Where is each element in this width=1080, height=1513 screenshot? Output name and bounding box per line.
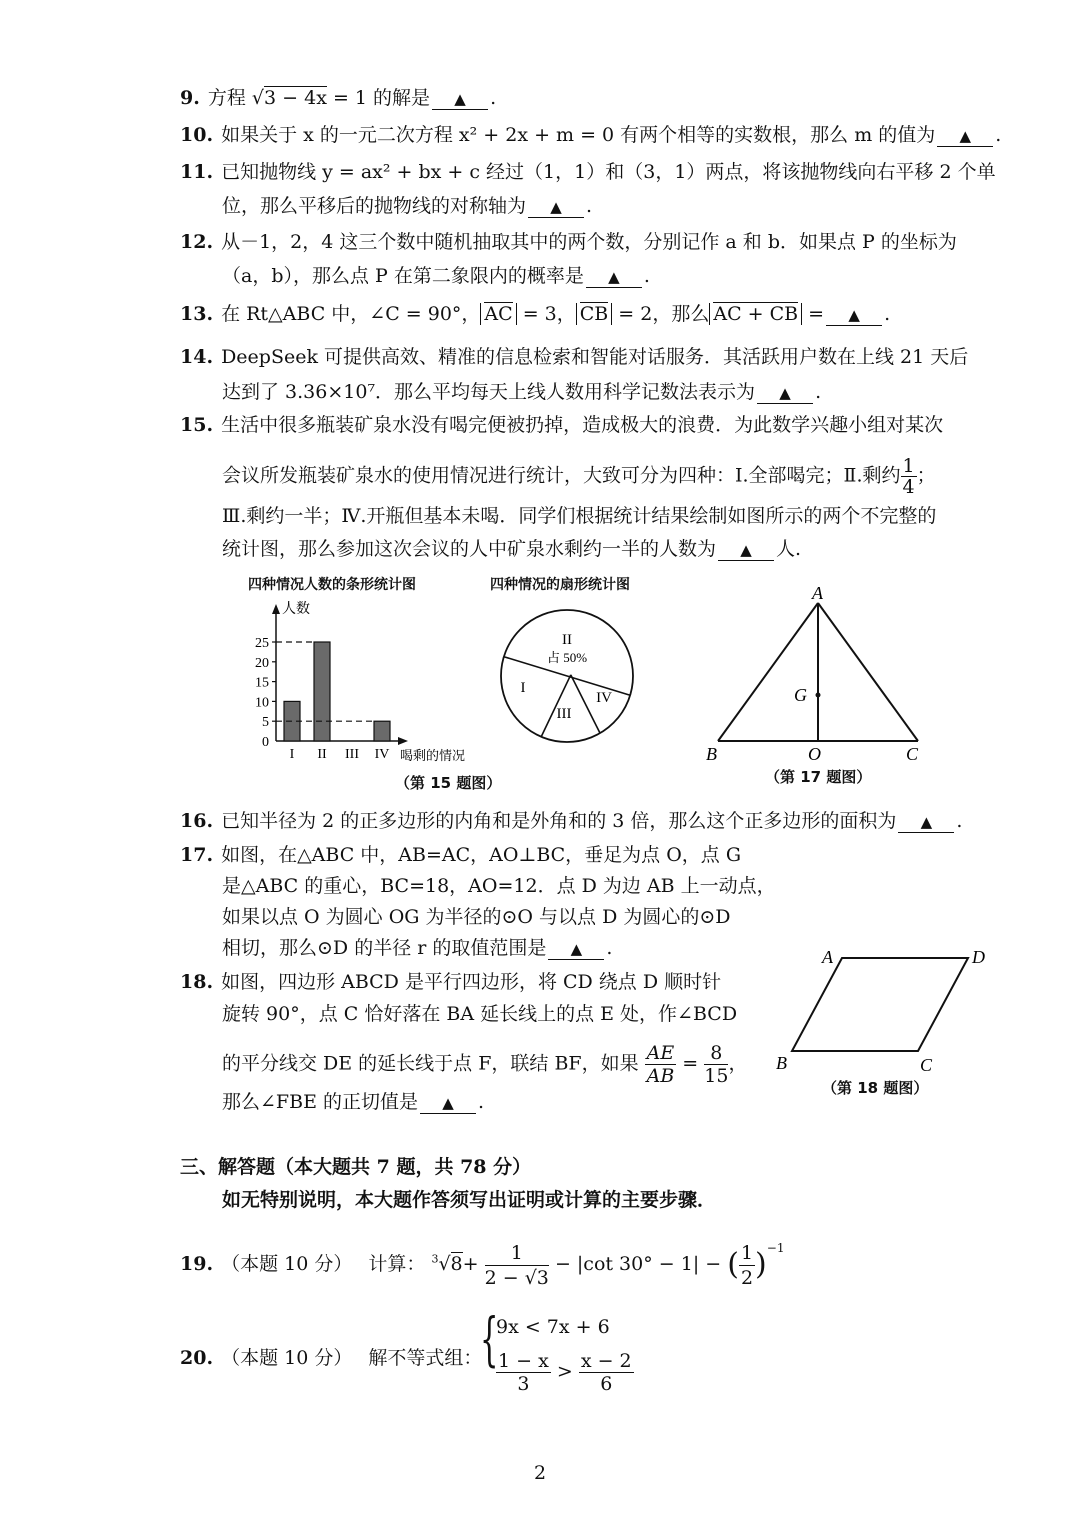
figure-17-triangle: [690, 583, 930, 768]
question-10: 10. 如果关于 x 的一元二次方程 x² + 2x + m = 0 有两个相等的实数根，那么 m 的值为 ▲ .: [180, 124, 1002, 146]
question-13: 13. 在 Rt△ABC 中，∠C = 90°， AC = 3， CB = 2，那么 AC + CB = ▲ .: [180, 303, 891, 325]
slice-label-iv: IV: [596, 690, 612, 706]
question-18-line4: 那么∠FBE 的正切值是 ▲ .: [222, 1091, 485, 1113]
page-number: 2: [533, 1462, 547, 1484]
answer-blank[interactable]: ▲: [757, 382, 813, 404]
label-a: A: [812, 583, 823, 603]
fraction-half: $\frac{1}{2}$: [740, 1241, 754, 1289]
vector-sum: AC + CB: [713, 303, 799, 325]
y-tick-label: 10: [255, 695, 269, 711]
label-g: G: [794, 685, 807, 705]
label-o: O: [808, 744, 821, 764]
slice-label-ii: II: [562, 632, 572, 648]
x-tick-label: IV: [374, 747, 390, 762]
question-14: 14. DeepSeek 可提供高效、精准的信息检索和智能对话服务．其活跃用户数在上线 21 天后: [180, 346, 969, 368]
bar-IV: [374, 721, 390, 741]
question-12-line2: （a，b），那么点 P 在第二象限内的概率是 ▲ .: [222, 265, 650, 287]
answer-blank[interactable]: ▲: [432, 88, 488, 110]
fraction-ae-ab: $\frac{AE}{AB}$: [646, 1042, 675, 1087]
figure-18-parallelogram: [770, 943, 995, 1073]
answer-blank[interactable]: ▲: [586, 266, 642, 288]
bar-chart: [240, 596, 485, 766]
label-d: D: [972, 947, 985, 967]
question-11: 11. 已知抛物线 y = ax² + bx + c 经过（1，1）和（3，1）两点，将该抛物线向右平移 2 个单: [180, 161, 996, 183]
y-tick-label: 20: [255, 655, 269, 671]
answer-blank[interactable]: ▲: [548, 938, 604, 960]
y-tick-label: 15: [255, 675, 269, 691]
figure-17-caption: （第 17 题图）: [765, 768, 872, 786]
label-a: A: [822, 947, 833, 967]
fraction-8-15: $\frac{8}{15}$: [704, 1042, 729, 1087]
answer-blank[interactable]: ▲: [420, 1092, 476, 1114]
question-12: 12. 从－1，2，4 这三个数中随机抽取其中的两个数，分别记作 a 和 b．如果点 P 的坐标为: [180, 231, 957, 253]
question-17-line4: 相切，那么⊙D 的半径 r 的取值范围是 ▲ .: [222, 937, 613, 959]
question-20: 20. （本题 10 分） 解不等式组：: [180, 1347, 483, 1369]
segment-ab: [718, 603, 818, 741]
x-tick-label: I: [289, 747, 295, 762]
y-axis-arrow: [272, 604, 280, 614]
bar-chart-title: 四种情况人数的条形统计图: [248, 577, 416, 593]
question-15-line4: 统计图，那么参加这次会议的人中矿泉水剩约一半的人数为 ▲ 人.: [222, 538, 802, 560]
question-11-line2: 位，那么平移后的抛物线的对称轴为 ▲ .: [222, 195, 593, 217]
question-19: 19. （本题 10 分） 计算： $^3$√8+ $\frac{1}{2 - √3}$ − |cot 30° − 1| − ( $\frac{1}{2}$ )$^{-1}$: [180, 1241, 785, 1289]
slice-label-i: I: [520, 680, 526, 696]
label-c: C: [920, 1055, 933, 1073]
y-axis-label: 人数: [282, 602, 310, 617]
section-3-title: 三、解答题（本大题共 7 题，共 78 分）: [180, 1156, 532, 1178]
bar-II: [314, 642, 330, 741]
pie-chart: [490, 604, 650, 754]
answer-blank[interactable]: ▲: [937, 125, 993, 147]
label-b: B: [776, 1053, 787, 1073]
pie-chart-title: 四种情况的扇形统计图: [490, 577, 630, 593]
y-tick-label: 0: [262, 735, 269, 750]
question-17: 17. 如图，在△ABC 中，AB=AC，AO⊥BC，垂足为点 O，点 G: [180, 844, 742, 866]
figure-18-caption: （第 18 题图）: [822, 1079, 929, 1097]
brace: {: [480, 1305, 499, 1373]
parallelogram-abcd: [792, 958, 968, 1051]
question-15-line2: 会议所发瓶装矿泉水的使用情况进行统计，大致可分为四种：Ⅰ.全部喝完；Ⅱ.剩约 $\frac{1}{4}$ ；: [222, 455, 936, 498]
vector-ac: AC: [484, 303, 513, 325]
segment-ac: [818, 603, 918, 741]
x-axis-arrow: [398, 737, 408, 745]
point-g: [816, 693, 821, 698]
section-3-note: 如无特别说明，本大题作答须写出证明或计算的主要步骤．: [222, 1189, 717, 1211]
y-tick-label: 25: [255, 636, 269, 651]
y-tick-label: 5: [262, 715, 269, 731]
label-b: B: [706, 744, 717, 764]
question-number: 9.: [180, 87, 200, 109]
fraction-reciprocal: $\frac{1}{2 - √3}$: [484, 1241, 549, 1289]
label-c: C: [906, 744, 919, 764]
inequality-2: $\frac{1 - x}{3}$ > $\frac{x - 2}{6}$: [498, 1350, 632, 1395]
question-9: 9. 方程 √3 − 4x = 1 的解是 ▲ .: [180, 87, 497, 109]
fraction-one-quarter: $\frac{1}{4}$: [902, 455, 915, 498]
answer-blank[interactable]: ▲: [718, 539, 774, 561]
question-18-line3: 的平分线交 DE 的延长线于点 F，联结 BF，如果 $\frac{AE}{AB}$ = $\frac{8}{15}$ ，: [222, 1042, 748, 1087]
question-14-line2: 达到了 3.36×10⁷．那么平均每天上线人数用科学记数法表示为 ▲ .: [222, 381, 822, 403]
vector-cb: CB: [579, 303, 609, 325]
x-tick-label: III: [345, 747, 359, 762]
question-15-line3: Ⅲ.剩约一半；Ⅳ.开瓶但基本未喝．同学们根据统计结果绘制如图所示的两个不完整的: [222, 505, 937, 527]
answer-blank[interactable]: ▲: [898, 811, 954, 833]
inequality-1: 9x < 7x + 6: [496, 1316, 610, 1338]
question-18: 18. 如图，四边形 ABCD 是平行四边形，将 CD 绕点 D 顺时针: [180, 971, 722, 993]
figure-15-caption: （第 15 题图）: [395, 774, 502, 792]
answer-blank[interactable]: ▲: [826, 304, 882, 326]
question-16: 16. 已知半径为 2 的正多边形的内角和是外角和的 3 倍，那么这个正多边形的面积为 ▲ .: [180, 810, 963, 832]
x-axis-label: 喝剩的情况: [400, 748, 466, 763]
slice-percent-ii: 占 50%: [546, 650, 588, 665]
question-15: 15. 生活中很多瓶装矿泉水没有喝完便被扔掉，造成极大的浪费．为此数学兴趣小组对某次: [180, 414, 944, 436]
answer-blank[interactable]: ▲: [528, 196, 584, 218]
x-tick-label: II: [317, 747, 327, 762]
slice-label-iii: III: [556, 706, 572, 722]
